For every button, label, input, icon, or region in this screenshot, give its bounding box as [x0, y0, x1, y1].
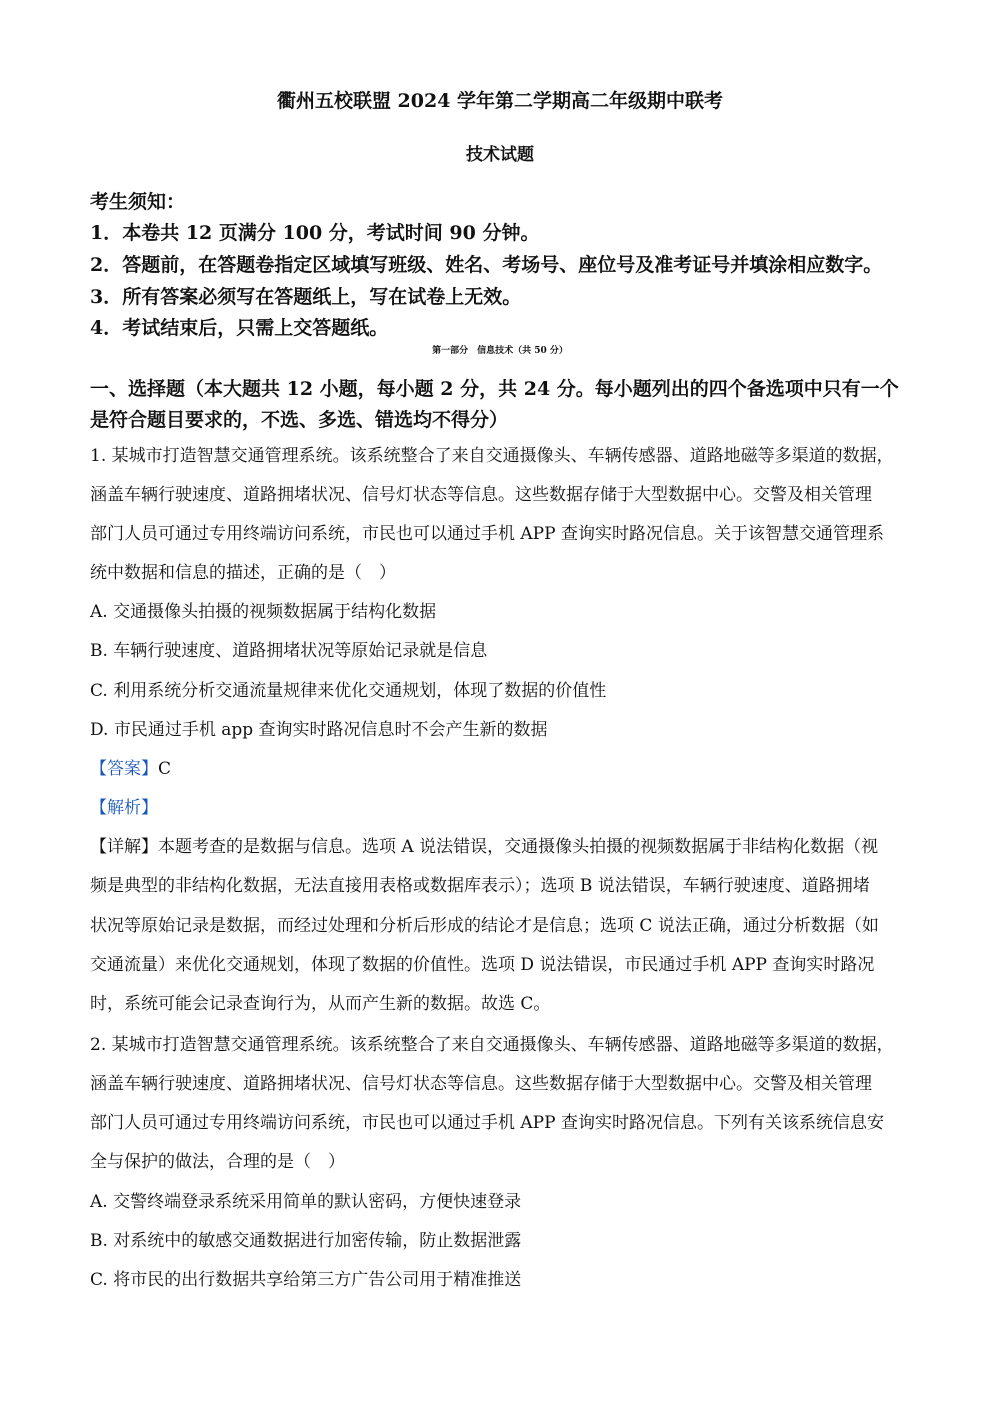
q1-detail-line: 状况等原始记录是数据，而经过处理和分析后形成的结论才是信息；选项 C 说法正确，通过分析数据（如 — [90, 916, 879, 936]
q1-detail-line: 交通流量）来优化交通规划，体现了数据的价值性。选项 D 说法错误，市民通过手机 APP 查询实时路况 — [90, 955, 875, 975]
exam-title: 衢州五校联盟 2024 学年第二学期高二年级期中联考 — [276, 90, 724, 112]
q1-detail-line: 频是典型的非结构化数据，无法直接用表格或数据库表示）；选项 B 说法错误，车辆行驶速度、道路拥堵 — [90, 876, 870, 896]
q2-stem-line: 2. 某城市打造智慧交通管理系统。该系统整合了来自交通摄像头、车辆传感器、道路地磁等多渠道的数据， — [90, 1035, 894, 1055]
q1-detail-line — [90, 832, 878, 857]
notice-item: 3．所有答案必须写在答题纸上，写在试卷上无效。 — [90, 286, 522, 308]
q1-stem-line: 统中数据和信息的描述，正确的是（ ） — [90, 563, 396, 583]
answer-value: C — [158, 759, 172, 779]
part-title: 第一部分 信息技术（共 50 分） — [432, 346, 568, 356]
q1-answer — [90, 754, 171, 779]
detail-label: 【详解】 — [90, 837, 158, 857]
notice-item: 1．本卷共 12 页满分 100 分，考试时间 90 分钟。 — [90, 222, 540, 244]
q1-option-d: D. 市民通过手机 app 查询实时路况信息时不会产生新的数据 — [90, 720, 548, 740]
section-heading-line: 是符合题目要求的，不选、多选、错选均不得分） — [90, 409, 509, 431]
q1-option-b: B. 车辆行驶速度、道路拥堵状况等原始记录就是信息 — [90, 641, 488, 661]
analysis-label: 【解析】 — [90, 798, 158, 818]
q2-stem-line: 部门人员可通过专用终端访问系统，市民也可以通过手机 APP 查询实时路况信息。下列有关该系统信息安 — [90, 1113, 884, 1133]
q1-option-a: A. 交通摄像头拍摄的视频数据属于结构化数据 — [90, 602, 437, 622]
q2-option-c: C. 将市民的出行数据共享给第三方广告公司用于精准推送 — [90, 1270, 522, 1290]
q1-option-c: C. 利用系统分析交通流量规律来优化交通规划，体现了数据的价值性 — [90, 681, 607, 701]
exam-subtitle: 技术试题 — [466, 145, 534, 165]
detail-text: 本题考查的是数据与信息。选项 A 说法错误，交通摄像头拍摄的视频数据属于非结构化数据（视 — [158, 837, 879, 857]
notice-heading: 考生须知： — [90, 191, 186, 213]
q1-stem-line: 涵盖车辆行驶速度、道路拥堵状况、信号灯状态等信息。这些数据存储于大型数据中心。交警及相关管理 — [90, 485, 872, 505]
q2-stem-line: 涵盖车辆行驶速度、道路拥堵状况、信号灯状态等信息。这些数据存储于大型数据中心。交警及相关管理 — [90, 1074, 872, 1094]
answer-label: 【答案】 — [90, 759, 158, 779]
notice-item: 2．答题前，在答题卷指定区域填写班级、姓名、考场号、座位号及准考证号并填涂相应数字。 — [90, 254, 883, 276]
q2-option-a: A. 交警终端登录系统采用简单的默认密码，方便快速登录 — [90, 1192, 522, 1212]
q2-option-b: B. 对系统中的敏感交通数据进行加密传输，防止数据泄露 — [90, 1231, 522, 1251]
section-heading-line: 一、选择题（本大题共 12 小题，每小题 2 分，共 24 分。每小题列出的四个备选项中只有一个 — [90, 378, 899, 400]
q1-detail-line: 时，系统可能会记录查询行为，从而产生新的数据。故选 C。 — [90, 994, 551, 1014]
q1-stem-line: 部门人员可通过专用终端访问系统，市民也可以通过手机 APP 查询实时路况信息。关于该智慧交通管理系 — [90, 524, 884, 544]
q1-stem-line: 1. 某城市打造智慧交通管理系统。该系统整合了来自交通摄像头、车辆传感器、道路地磁等多渠道的数据， — [90, 446, 894, 466]
q2-stem-line: 全与保护的做法，合理的是（ ） — [90, 1152, 345, 1172]
notice-item: 4．考试结束后，只需上交答题纸。 — [90, 317, 389, 339]
